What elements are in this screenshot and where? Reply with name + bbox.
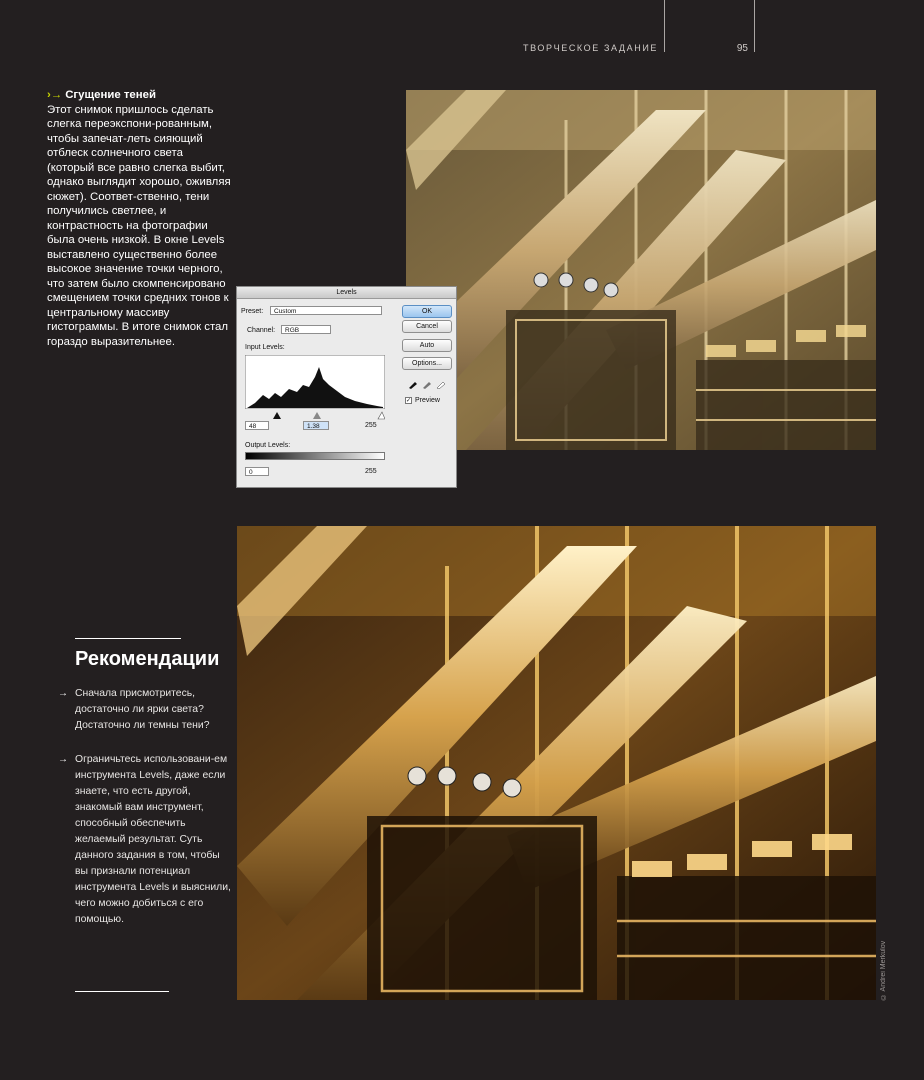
industrial-photo-after [237, 526, 876, 1000]
input-white-value[interactable]: 255 [365, 422, 377, 429]
output-levels-label: Output Levels: [245, 442, 291, 449]
output-white-value[interactable]: 255 [365, 468, 377, 475]
levels-dialog [236, 286, 457, 488]
preset-select[interactable] [270, 306, 382, 315]
input-mid-field[interactable] [303, 421, 329, 430]
input-black-value: 48 [249, 423, 257, 430]
channel-value: RGB [285, 327, 300, 334]
histogram [245, 355, 385, 409]
recommendation-item-2: Ограничьтесь использовани-ем инструмента Levels, даже если знаете, что есть другой, знакомый вам инструмент, способный обеспечить желаемый результат. Суть данного задания в том, чтобы вы признали потенциал инструмента Levels и выяснили, чего можно добиться с его помощью. [75, 754, 231, 925]
midtone-slider[interactable] [313, 412, 321, 419]
white-eyedropper-icon[interactable] [437, 382, 445, 389]
input-black-field[interactable] [245, 421, 269, 430]
header-divider-left [664, 0, 665, 52]
intro-heading-line [47, 88, 232, 103]
recommendations-title: Рекомендации [75, 648, 220, 670]
input-sliders[interactable] [245, 410, 385, 420]
industrial-photo-after-image [237, 526, 876, 1000]
input-mid-value: 1.38 [307, 423, 320, 430]
preset-label: Preset: [241, 308, 264, 315]
arrow-icon: → [58, 688, 68, 699]
white-point-slider[interactable] [378, 412, 385, 419]
preview-checkbox[interactable]: ✓ [406, 398, 412, 404]
preview-label: Preview [415, 397, 440, 404]
channel-select[interactable] [281, 325, 331, 334]
preset-value: Custom [274, 308, 297, 315]
black-eyedropper-icon[interactable] [409, 382, 417, 389]
gray-eyedropper-icon[interactable] [423, 382, 431, 389]
input-levels-label: Input Levels: [245, 344, 285, 351]
ok-button[interactable]: OK [402, 305, 452, 318]
header-divider-right [754, 0, 755, 52]
industrial-photo-before-image [406, 90, 876, 450]
eyedropper-icons[interactable] [407, 379, 449, 389]
intro-heading: Сгущение теней [65, 89, 156, 101]
recommendations-bottom-rule [75, 991, 169, 992]
cancel-button[interactable]: Cancel [402, 320, 452, 333]
industrial-photo-before [406, 90, 876, 450]
auto-button[interactable]: Auto [402, 339, 452, 352]
output-black-value: 0 [249, 469, 253, 476]
output-gradient [245, 452, 385, 460]
arrow-icon: → [58, 754, 68, 765]
photo-credit: © Andrei Merkulov [880, 940, 887, 1000]
black-point-slider[interactable] [273, 412, 281, 419]
intro-body: Этот снимок пришлось сделать слегка переэкспони-рованным, чтобы запечат-леть сияющий отблеск солнечного света (который все равно слегка выбит, однако выглядит хорошо, оживляя сюжет). Соответ-ственно, тени получились светлее, и контрастность на фотографии была очень низкой. В окне Levels выставлено существенно более высокое значение точки черного, что затем было скомпенсировано смещением точки средних тонов к центральному массиву гистограммы. В итоге снимок стал гораздо выразительнее. [47, 103, 231, 348]
channel-label: Channel: [247, 327, 276, 334]
arrow-icon: ›→ [47, 89, 63, 101]
section-title: ТВОРЧЕСКОЕ ЗАДАНИЕ [523, 43, 658, 53]
options-button[interactable]: Options... [402, 357, 452, 370]
output-black-field[interactable] [245, 467, 269, 476]
page-number: 95 [736, 43, 748, 54]
recommendation-item-1: Сначала присмотритесь, достаточно ли ярки света? Достаточно ли темны тени? [75, 688, 210, 731]
intro-caption [47, 88, 232, 349]
recommendations-top-rule [75, 638, 181, 639]
levels-dialog-title: Levels [237, 287, 456, 299]
